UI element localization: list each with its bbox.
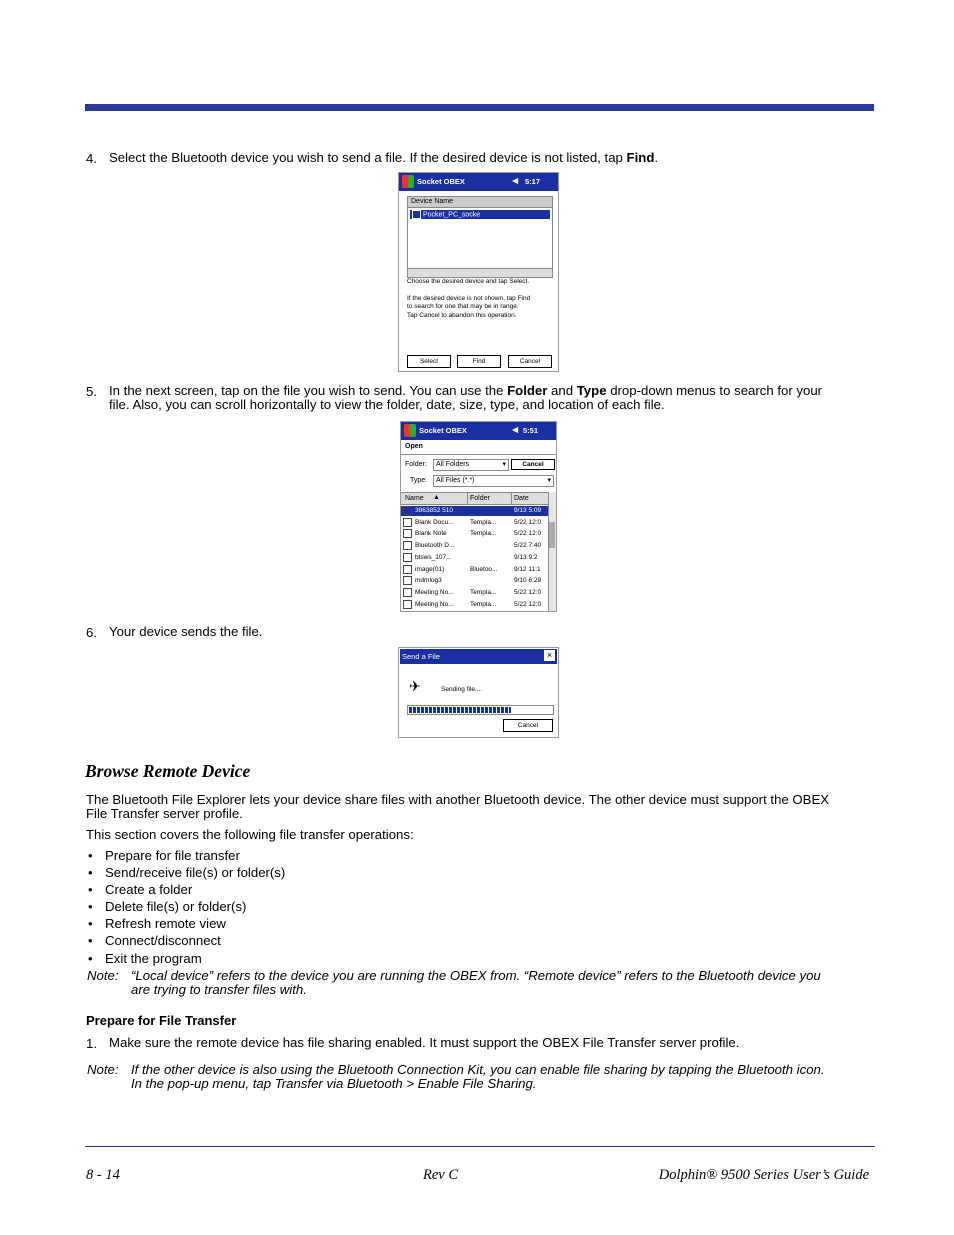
chevron-down-icon: ▾ (502, 461, 506, 468)
file-icon (403, 518, 412, 527)
cell-date: 5/22 12:0 (514, 518, 542, 526)
cell-folder: Bluetoo... (470, 565, 498, 573)
title-bar (401, 422, 556, 440)
cell-date: 5/22 7:40 (514, 542, 542, 550)
section-title: Browse Remote Device (85, 761, 251, 781)
type-dropdown[interactable]: All Files (*.*) ▾ (433, 475, 554, 487)
file-icon (403, 541, 412, 550)
cell-date: 9/12 11:1 (514, 565, 541, 573)
cell-date: 9/13 9:2 (514, 553, 538, 561)
cell-folder: Templa... (470, 588, 497, 596)
file-list[interactable] (401, 506, 549, 612)
scroll-thumb[interactable] (549, 522, 555, 548)
page-number: 8 - 14 (86, 1167, 120, 1183)
cell-name: btsws_107... (415, 553, 452, 561)
file-row[interactable] (401, 518, 549, 528)
start-icon (402, 175, 414, 188)
send-file-screenshot (398, 647, 559, 738)
file-row[interactable] (401, 506, 549, 516)
list-item: • Prepare for file transfer (88, 848, 240, 863)
instruction-text: If the desired device is not shown, tap Find (407, 294, 531, 302)
file-row[interactable] (401, 541, 549, 551)
step-5-text-cont: file. Also, you can scroll horizontally to view the folder, date, size, type, and location of each file. (109, 397, 665, 412)
clock: 5:51 (522, 426, 538, 435)
note-label: Note: (87, 1062, 119, 1077)
folder-dropdown[interactable]: All Folders ▾ (433, 459, 509, 471)
file-row[interactable] (401, 600, 549, 610)
cell-name: image(01) (415, 565, 445, 573)
list-header: Device Name (408, 197, 552, 208)
list-item: • Connect/disconnect (88, 933, 221, 949)
note (87, 1063, 877, 1093)
cell-name: Meeting No... (415, 588, 454, 596)
file-icon (403, 565, 412, 574)
file-icon (403, 576, 412, 585)
cell-date: 5/22 12:0 (514, 530, 542, 538)
guide-title: Dolphin® 9500 Series User’s Guide (658, 1167, 869, 1183)
dialog-title: Open (405, 443, 423, 450)
title-bar (399, 173, 558, 191)
cell-folder: Templa... (470, 518, 497, 526)
file-icon (403, 506, 412, 515)
device-list[interactable] (407, 196, 553, 278)
cancel-button[interactable]: Cancel (508, 355, 552, 368)
instruction-text: Tap Cancel to abandon this operation. (407, 311, 517, 319)
paragraph: The Bluetooth File Explorer lets your device share files with another Bluetooth device. The other device must support the OBEX (86, 792, 830, 807)
file-row[interactable] (401, 588, 549, 598)
step-4-text: Select the Bluetooth device you wish to send a file. If the desired device is not listed, tap Find. (109, 150, 659, 165)
note-text: are trying to transfer files with. (131, 982, 307, 997)
cell-name: Blank Note (415, 530, 447, 538)
sort-icon: ▲ (433, 494, 440, 501)
note-text: “Local device” refers to the device you are running the OBEX from. “Remote device” refers to the Bluetooth device you (131, 968, 821, 983)
list-item: • Delete file(s) or folder(s) (88, 899, 247, 915)
cell-date: 5/22 12:0 (514, 600, 542, 608)
cell-name: Bluetooth D... (415, 542, 455, 550)
file-icon (403, 588, 412, 597)
speaker-icon: ◀ (512, 425, 518, 434)
subsection-title: Prepare for File Transfer (86, 1013, 237, 1028)
start-icon (404, 424, 416, 437)
horizontal-scrollbar[interactable] (408, 268, 552, 277)
note-text: If the other device is also using the Bluetooth Connection Kit, you can enable file sharing by tapping the Bluetooth icon. (131, 1062, 825, 1077)
cancel-button[interactable]: Cancel (503, 719, 553, 732)
cell-date: 9/13 5:09 (514, 507, 542, 514)
col-date[interactable]: Date (514, 495, 529, 502)
progress-fill (409, 707, 511, 713)
cell-name: 3863852 510 (415, 507, 453, 514)
step-number: 4. (86, 151, 97, 166)
folder-label: Folder: (405, 461, 427, 468)
file-open-screenshot (400, 421, 557, 612)
list-item: • Create a folder (88, 882, 193, 898)
cell-date: 9/10 6:29 (514, 577, 542, 585)
col-folder[interactable]: Folder (470, 495, 490, 502)
col-name[interactable]: Name (405, 495, 424, 502)
clock: 5:17 (524, 177, 540, 186)
paragraph: This section covers the following file transfer operations: (86, 827, 414, 842)
progress-bar (407, 705, 554, 715)
footer-rule (85, 1146, 875, 1147)
sending-status: Sending file.... (441, 686, 483, 693)
step-number: 5. (86, 384, 97, 399)
window-title: Socket OBEX (417, 177, 465, 186)
type-label: Type: (410, 477, 428, 484)
file-row[interactable] (401, 576, 549, 586)
select-button[interactable]: Select (407, 355, 451, 368)
close-icon[interactable]: × (544, 650, 555, 661)
file-row[interactable] (401, 553, 549, 563)
step-number: 6. (86, 625, 97, 640)
instruction-text: to search for one that may be in range. (407, 303, 519, 311)
note-text: In the pop-up menu, tap Transfer via Bluetooth > Enable File Sharing. (131, 1076, 537, 1091)
note-label: Note: (87, 968, 119, 983)
step-5-text: In the next screen, tap on the file you wish to send. You can use the Folder and Type drop-down menus to search for your (109, 383, 823, 398)
cell-date: 5/22 12:0 (514, 588, 542, 596)
sending-icon: ✈ (409, 678, 421, 694)
chevron-down-icon: ▾ (547, 477, 551, 484)
cancel-button[interactable]: Cancel (511, 459, 555, 470)
list-item: • Refresh remote view (88, 916, 226, 932)
speaker-icon: ◀ (512, 176, 518, 185)
list-item: • Send/receive file(s) or folder(s) (88, 865, 286, 881)
list-item: • Exit the program (88, 950, 202, 966)
cell-folder: Templa... (470, 530, 497, 538)
note (87, 969, 877, 999)
file-row[interactable] (401, 565, 549, 575)
step-number: 1. (86, 1036, 97, 1051)
list-item[interactable]: Pocket_PC_socke (410, 210, 550, 219)
cell-name: Meeting No... (415, 600, 454, 608)
cell-name: mdmlog3 (415, 577, 442, 585)
file-row[interactable] (401, 529, 549, 539)
paragraph: File Transfer server profile. (86, 806, 243, 821)
instruction-text: Choose the desired device and tap Select. (407, 278, 530, 285)
cell-name: Blank Docu... (415, 518, 454, 526)
step-6-text: Your device sends the file. (109, 624, 263, 639)
file-icon (403, 600, 412, 609)
column-header (401, 492, 549, 505)
device-icon (412, 210, 421, 219)
operations-list (88, 849, 285, 969)
window-title: Send a File (402, 652, 440, 661)
step-text: Make sure the remote device has file sharing enabled. It must support the OBEX File Transfer server profile. (109, 1035, 740, 1050)
cell-folder: Templa... (470, 600, 497, 608)
window-title: Socket OBEX (419, 426, 467, 435)
vertical-scrollbar[interactable] (548, 492, 556, 612)
file-icon (403, 529, 412, 538)
header-rule (85, 104, 874, 111)
find-button[interactable]: Find (457, 355, 501, 368)
file-icon (403, 553, 412, 562)
device-select-screenshot (398, 172, 559, 372)
revision: Rev C (423, 1167, 459, 1183)
title-bar (400, 649, 557, 664)
